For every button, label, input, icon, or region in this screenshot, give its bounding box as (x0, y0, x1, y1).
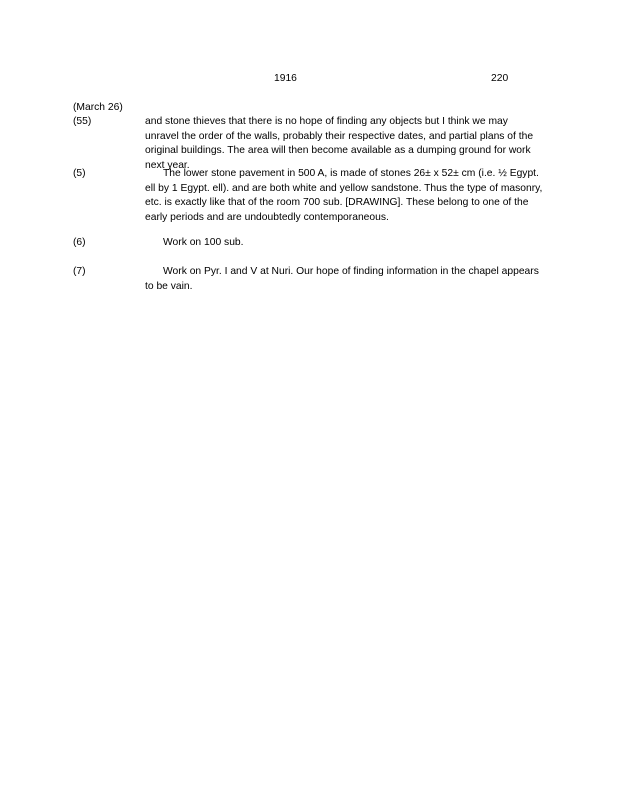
entry-text: Work on Pyr. I and V at Nuri. Our hope of finding information in the chapel appears to be vain. (145, 266, 539, 292)
entry-text: and stone thieves that there is no hope of finding any objects but I think we may unravel the order of the walls, probably their respective dates, and partial plans of the original buildings. The area will then become available as a dumping ground for work next year. (145, 116, 534, 171)
entry-text: The lower stone pavement in 500 A, is made of stones 26± x 52± cm (i.e. ½ Egypt. ell by 1 Egypt. ell). and are both white and yellow sandstone. Thus the type of masonry, etc. is exactly like that of the room 700 sub. [DRAWING]. These belong to one of the early periods and are undoubtedly contemporaneous. (145, 168, 543, 223)
date-label: (March 26) (73, 102, 123, 113)
entry-number: (7) (73, 266, 86, 277)
header-year: 1916 (274, 73, 297, 84)
entry-number: (6) (73, 237, 86, 248)
page-number: 220 (491, 73, 509, 84)
entry-number: (55) (73, 116, 92, 127)
entry-number: (5) (73, 168, 86, 179)
entry-text: Work on 100 sub. (163, 237, 244, 248)
